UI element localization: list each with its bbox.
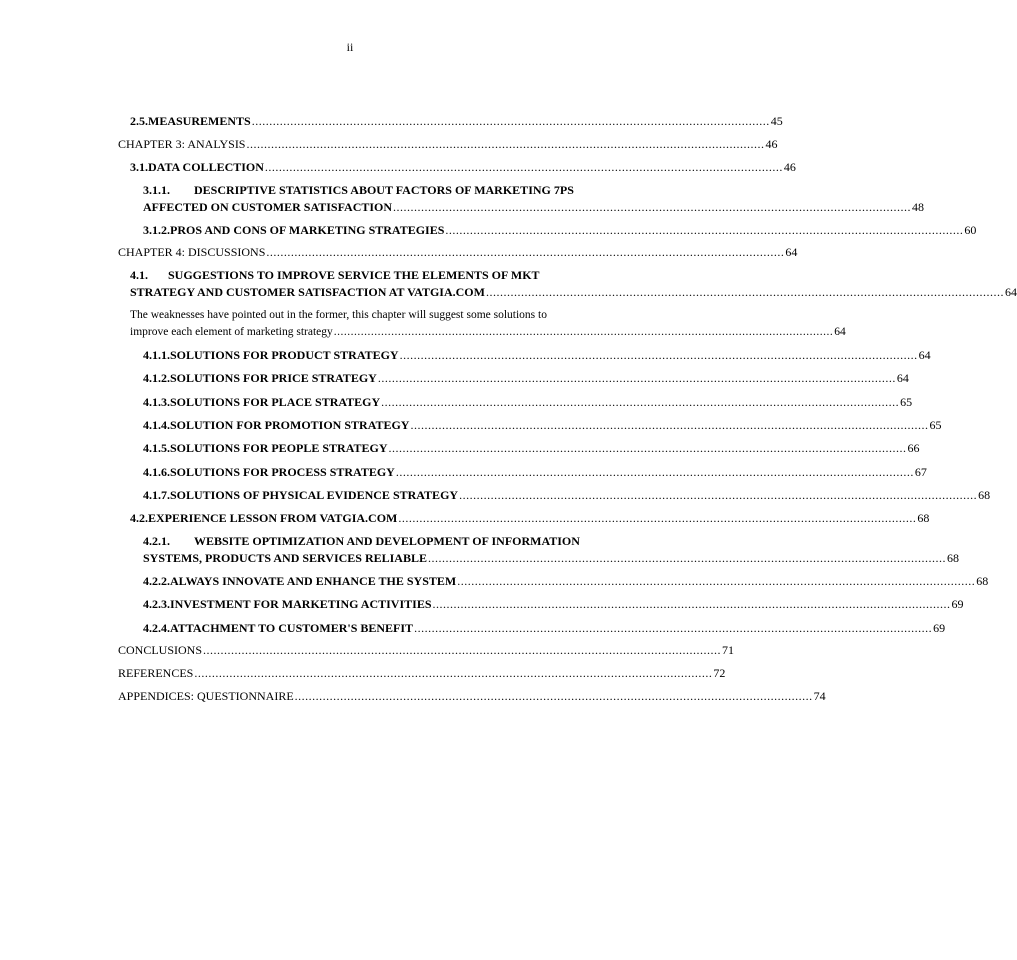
toc-leader: .................................................................................................................................................... (459, 488, 978, 502)
toc-number: 4.1.4. (143, 418, 170, 432)
toc-entry-4-1-6[interactable] (143, 464, 927, 481)
toc-entry-4-2[interactable] (130, 510, 930, 527)
toc-entry-conclusions[interactable] (118, 642, 735, 659)
toc-title: REFERENCES (118, 666, 194, 680)
toc-number: 4.1.6. (143, 465, 170, 479)
toc-page: 68 (976, 574, 989, 588)
toc-number: 3.1.1. (143, 183, 170, 197)
toc-title: STRATEGY AND CUSTOMER SATISFACTION AT VATGIA.COM (130, 285, 485, 299)
toc-entry-4-1-2[interactable] (143, 370, 909, 387)
toc-number: 4.1.7. (143, 488, 170, 502)
toc-title: SOLUTIONS FOR PLACE STRATEGY (170, 395, 381, 409)
toc-title: SOLUTIONS FOR PRICE STRATEGY (170, 371, 377, 385)
toc-entry-appendices[interactable] (118, 688, 826, 705)
toc-number: 4.1.3. (143, 395, 170, 409)
toc-leader: .................................................................................................................................................... (414, 621, 933, 635)
toc-entry-4-1[interactable] (130, 267, 1017, 301)
toc-title-line1: SUGGESTIONS TO IMPROVE SERVICE THE ELEMENTS OF MKT (168, 268, 540, 282)
toc-leader: .................................................................................................................................................... (432, 597, 951, 611)
toc-entry-3-1-1[interactable] (143, 182, 925, 216)
toc-entry-chapter-4[interactable] (118, 244, 798, 261)
toc-entry-chapter-3[interactable] (118, 136, 778, 153)
toc-page: 69 (951, 597, 964, 611)
toc-leader: .................................................................................................................................................... (194, 666, 713, 680)
toc-number: 4.2.3. (143, 597, 170, 611)
toc-entry-4-1-4[interactable] (143, 417, 942, 434)
toc-page: 68 (947, 551, 959, 565)
toc-entry-4-1-7[interactable] (143, 487, 991, 504)
toc-page: 68 (917, 511, 930, 525)
toc-leader: .................................................................................................................................................... (377, 371, 896, 385)
toc-leader: .................................................................................................................................................... (246, 137, 765, 151)
toc-title: ALWAYS INNOVATE AND ENHANCE THE SYSTEM (170, 574, 457, 588)
toc-entry-4-2-1[interactable] (143, 533, 959, 567)
toc-title: DATA COLLECTION (148, 160, 264, 174)
toc-page: 46 (783, 160, 796, 174)
toc-leader: .................................................................................................................................................... (333, 326, 834, 338)
toc-entry-references[interactable] (118, 665, 726, 682)
toc-page: 45 (770, 114, 783, 128)
toc-page: 64 (785, 245, 798, 259)
toc-title: INVESTMENT FOR MARKETING ACTIVITIES (170, 597, 432, 611)
toc-title: AFFECTED ON CUSTOMER SATISFACTION (143, 200, 393, 214)
toc-entry-4-1-1[interactable] (143, 347, 931, 364)
toc-page: 71 (722, 643, 735, 657)
toc-title: ATTACHMENT TO CUSTOMER'S BENEFIT (170, 621, 414, 635)
toc-title-line1: DESCRIPTIVE STATISTICS ABOUT FACTORS OF MARKETING 7PS (194, 183, 574, 197)
toc-leader: .................................................................................................................................................... (445, 223, 964, 237)
toc-title: CHAPTER 3: ANALYSIS (118, 137, 246, 151)
toc-title: APPENDICES: QUESTIONNAIRE (118, 689, 294, 703)
toc-page: 64 (1004, 285, 1017, 299)
toc-leader: .................................................................................................................................................... (393, 200, 912, 214)
toc-number: 4.2.2. (143, 574, 170, 588)
toc-leader: .................................................................................................................................................... (398, 511, 917, 525)
toc-page: 64 (918, 348, 931, 362)
toc-number: 4.1.5. (143, 441, 170, 455)
toc-number: 4.2.1. (143, 534, 170, 548)
toc-number: 4.1. (130, 268, 148, 282)
toc-page: 48 (912, 200, 925, 214)
toc-entry-intro-paragraph[interactable] (130, 307, 846, 341)
toc-title: SOLUTIONS FOR PROCESS STRATEGY (170, 465, 395, 479)
toc-entry-2-5[interactable] (130, 113, 783, 130)
toc-title: EXPERIENCE LESSON FROM VATGIA.COM (148, 511, 398, 525)
toc-leader: .................................................................................................................................................... (266, 245, 785, 259)
page-number: ii (346, 40, 354, 54)
toc-page: 66 (907, 441, 920, 455)
toc-title: SOLUTION FOR PROMOTION STRATEGY (170, 418, 410, 432)
toc-title: CHAPTER 4: DISCUSSIONS (118, 245, 266, 259)
toc-title: PROS AND CONS OF MARKETING STRATEGIES (170, 223, 445, 237)
toc-page: 72 (713, 666, 726, 680)
toc-leader: .................................................................................................................................................... (203, 643, 722, 657)
toc-leader: .................................................................................................................................................... (294, 689, 813, 703)
toc-page: 64 (896, 371, 909, 385)
toc-entry-4-2-2[interactable] (143, 573, 989, 590)
toc-entry-4-2-4[interactable] (143, 620, 946, 637)
toc-entry-4-1-5[interactable] (143, 440, 920, 457)
toc-entry-4-1-3[interactable] (143, 394, 913, 411)
toc-title: MEASUREMENTS (148, 114, 251, 128)
toc-number: 4.1.2. (143, 371, 170, 385)
toc-entry-4-2-3[interactable] (143, 596, 964, 613)
toc-number: 2.5. (130, 114, 148, 128)
toc-leader: .................................................................................................................................................... (410, 418, 929, 432)
toc-leader: .................................................................................................................................................... (388, 441, 907, 455)
toc-leader: .................................................................................................................................................... (428, 551, 946, 565)
toc-entry-3-1[interactable] (130, 159, 796, 176)
toc-number: 4.1.1. (143, 348, 170, 362)
toc-page: 64 (834, 326, 846, 338)
toc-title: improve each element of marketing strategy (130, 326, 333, 338)
toc-number: 4.2. (130, 511, 148, 525)
toc-leader: .................................................................................................................................................... (395, 465, 914, 479)
toc-leader: .................................................................................................................................................... (457, 574, 976, 588)
toc-number: 3.1. (130, 160, 148, 174)
toc-title: SOLUTIONS FOR PRODUCT STRATEGY (170, 348, 399, 362)
toc-page: 60 (964, 223, 977, 237)
toc-title: SOLUTIONS OF PHYSICAL EVIDENCE STRATEGY (170, 488, 459, 502)
toc-leader: .................................................................................................................................................... (264, 160, 783, 174)
toc-number: 3.1.2. (143, 223, 170, 237)
toc-page: 74 (813, 689, 826, 703)
toc-number: 4.2.4. (143, 621, 170, 635)
toc-leader: .................................................................................................................................................... (399, 348, 918, 362)
toc-leader: .................................................................................................................................................... (381, 395, 900, 409)
toc-title-line1: WEBSITE OPTIMIZATION AND DEVELOPMENT OF INFORMATION (194, 534, 580, 548)
toc-page: 68 (978, 488, 991, 502)
toc-page: 46 (765, 137, 778, 151)
toc-page: 65 (929, 418, 942, 432)
toc-entry-3-1-2[interactable] (143, 222, 977, 239)
toc-page: 69 (933, 621, 946, 635)
toc-page: 65 (900, 395, 913, 409)
toc-title-line1: The weaknesses have pointed out in the former, this chapter will suggest some solutions to (130, 309, 547, 321)
toc-title: SYSTEMS, PRODUCTS AND SERVICES RELIABLE (143, 551, 427, 565)
toc-page: 67 (914, 465, 927, 479)
toc-title: CONCLUSIONS (118, 643, 203, 657)
toc-title: SOLUTIONS FOR PEOPLE STRATEGY (170, 441, 388, 455)
toc-leader: .................................................................................................................................................... (485, 285, 1004, 299)
toc-leader: .................................................................................................................................................... (251, 114, 770, 128)
